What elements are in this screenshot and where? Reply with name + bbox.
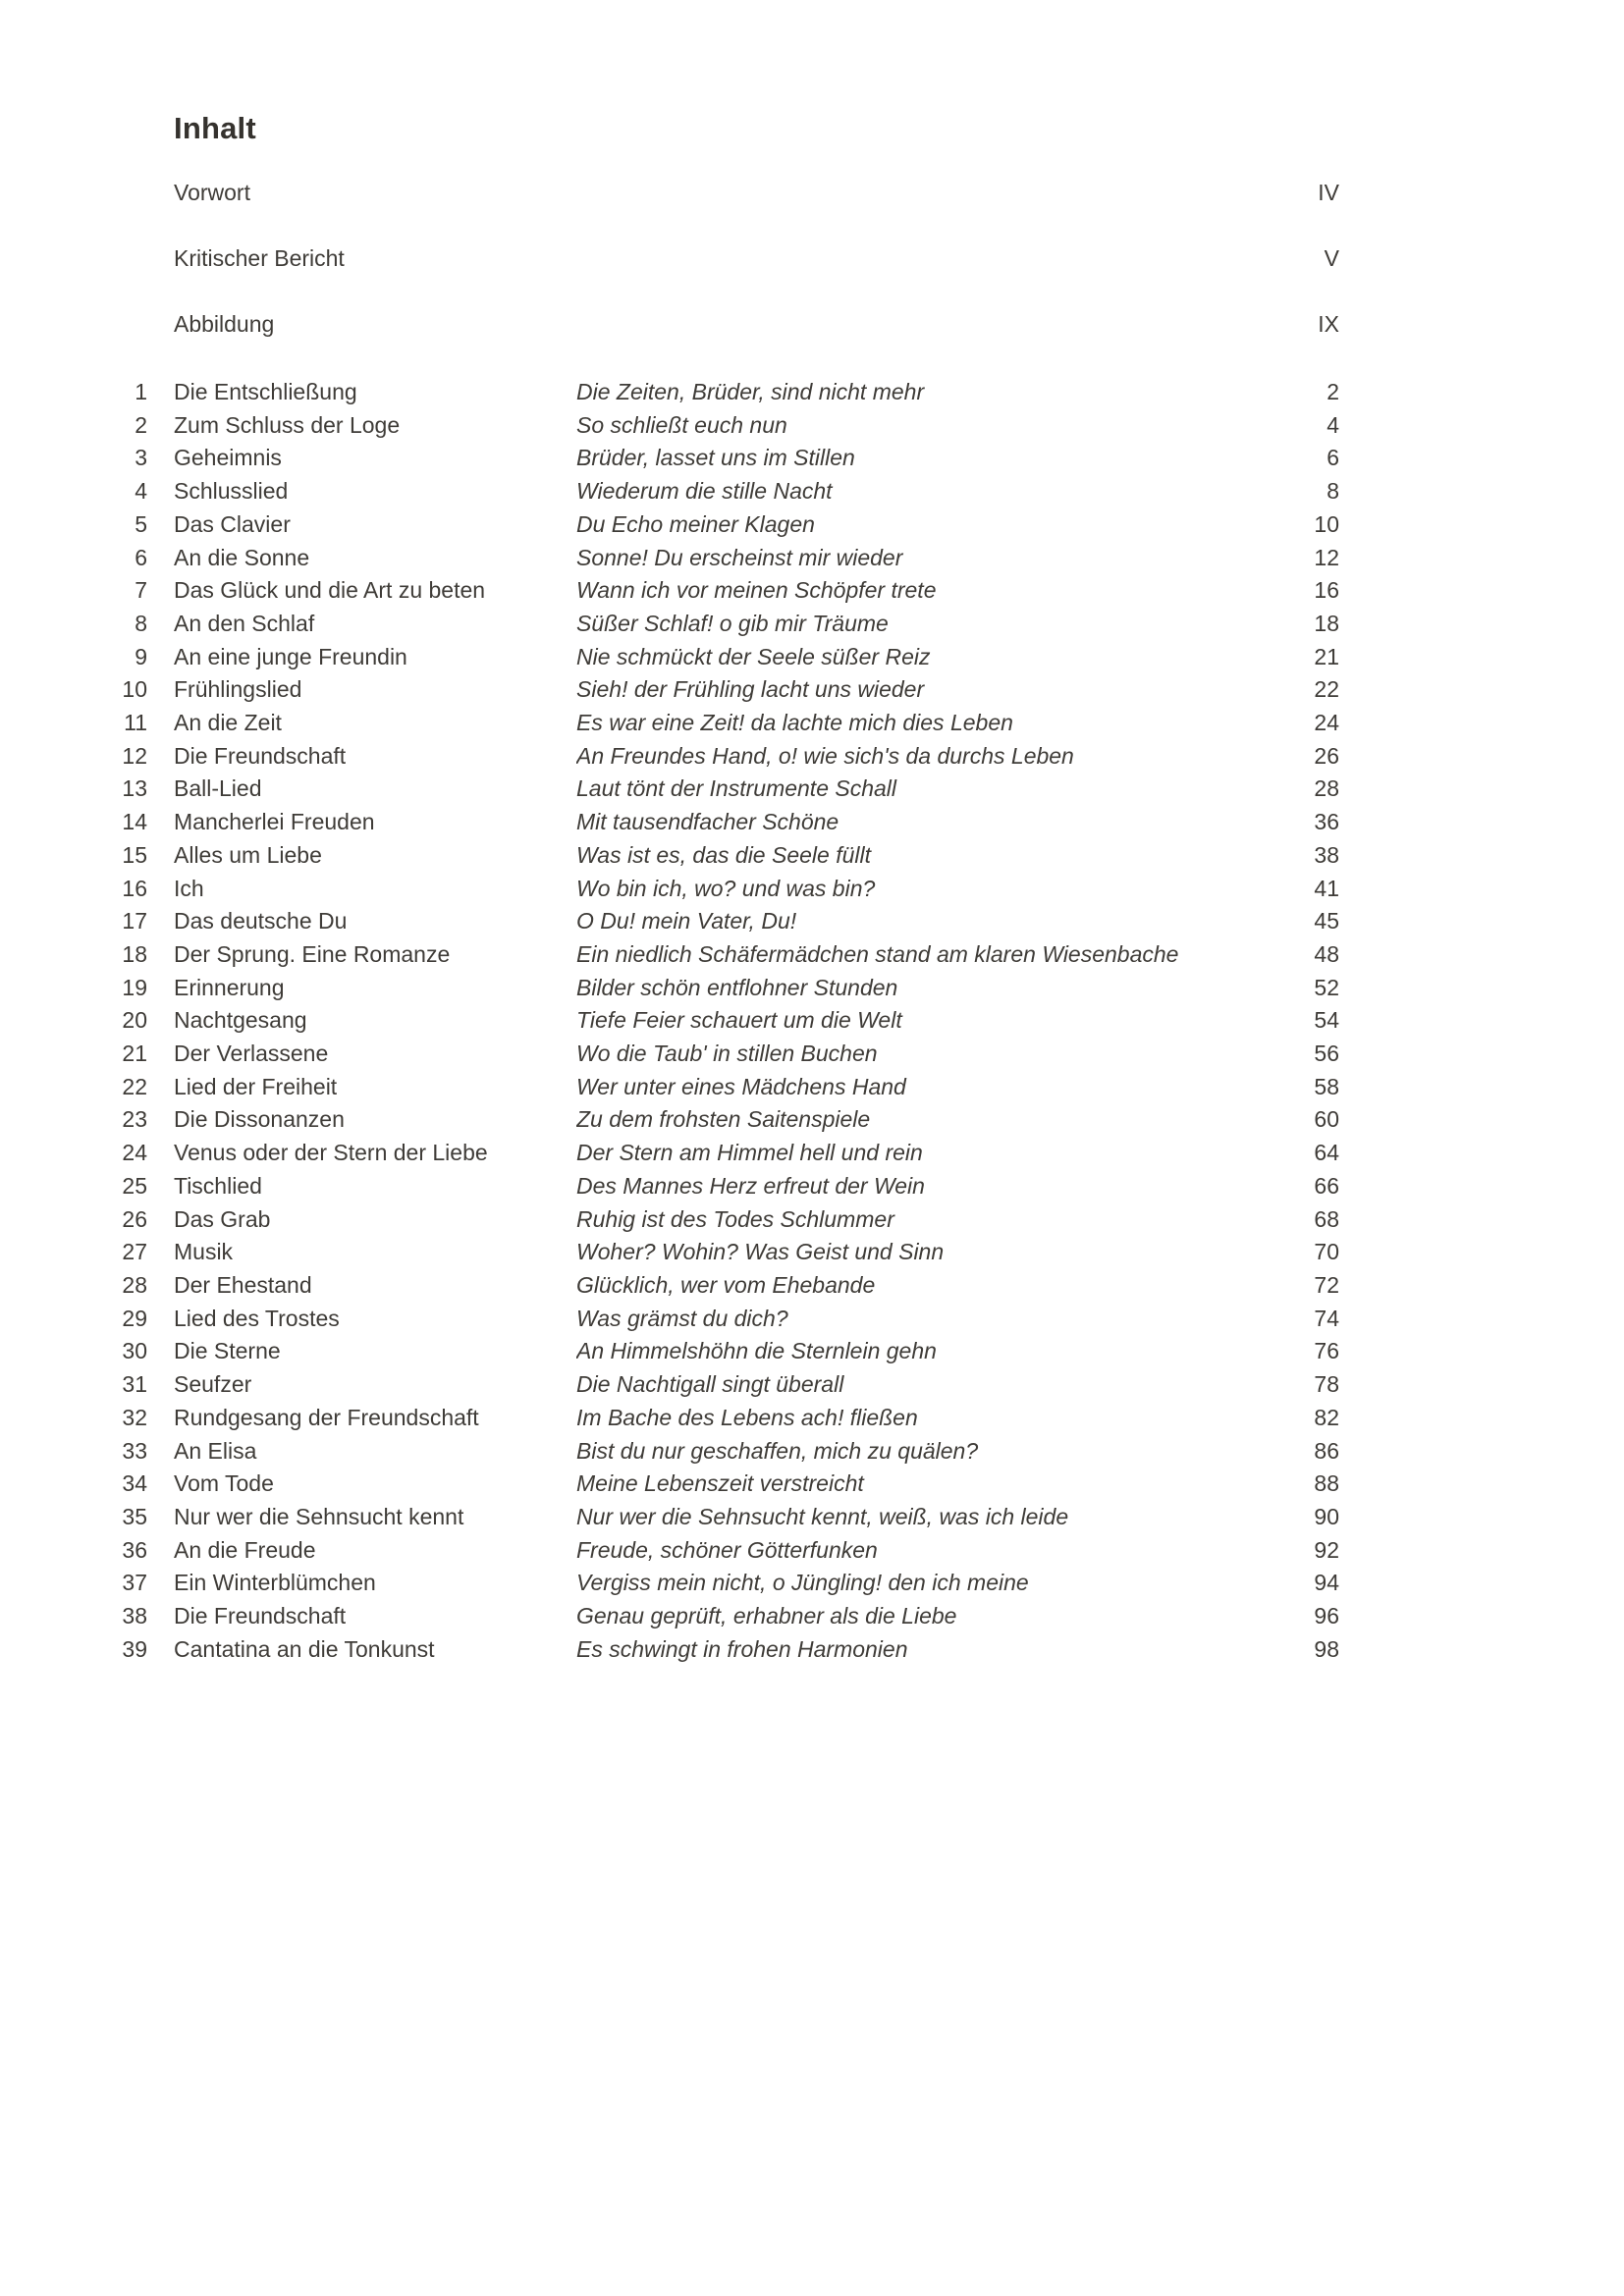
entry-number: 14 [122,809,147,835]
toc-entry-row [0,905,1339,938]
entry-page-number: 90 [1314,1503,1339,1529]
front-matter-row [174,307,1339,341]
entry-incipit: Die Nachtigall singt überall [576,1371,844,1398]
entry-page-number: 94 [1314,1570,1339,1596]
entry-incipit: Was grämst du dich? [576,1305,788,1331]
entry-incipit: Wann ich vor meinen Schöpfer trete [576,577,937,604]
entry-page-number: 24 [1314,710,1339,736]
front-matter-list [0,176,1339,341]
entry-title: An die Freude [174,1536,316,1563]
toc-entry-row [0,1269,1339,1303]
entry-incipit: Nur wer die Sehnsucht kennt, weiß, was ich leide [576,1503,1069,1529]
toc-entry-row [0,1335,1339,1368]
front-matter-page-number: IV [1318,180,1339,205]
toc-entry-row [0,1137,1339,1170]
entry-page-number: 86 [1314,1437,1339,1464]
entry-title: Der Verlassene [174,1041,329,1067]
entry-page-number: 60 [1314,1106,1339,1133]
entry-incipit: Bilder schön entflohner Stunden [576,974,898,1000]
entry-incipit: Im Bache des Lebens ach! fließen [576,1404,918,1430]
front-matter-label: Kritischer Bericht [174,245,345,271]
toc-entry-row [0,1038,1339,1071]
entry-page-number: 28 [1314,775,1339,802]
toc-entry-row [0,1203,1339,1237]
entry-page-number: 64 [1314,1140,1339,1166]
entry-number: 26 [122,1205,147,1232]
entry-page-number: 8 [1326,478,1339,505]
entry-title: Die Freundschaft [174,742,347,769]
entry-title: An eine junge Freundin [174,643,407,669]
front-matter-page-number: IX [1318,311,1339,337]
entry-page-number: 68 [1314,1205,1339,1232]
entry-page-number: 45 [1314,908,1339,934]
entry-number: 25 [122,1172,147,1199]
entry-incipit: Süßer Schlaf! o gib mir Träume [576,610,889,636]
toc-content [0,110,1339,1666]
entry-page-number: 10 [1314,510,1339,537]
entry-page-number: 96 [1314,1603,1339,1629]
entry-number: 19 [122,974,147,1000]
entry-number: 3 [135,445,147,471]
entry-incipit: So schließt euch nun [576,411,787,438]
entry-incipit: Bist du nur geschaffen, mich zu quälen? [576,1437,979,1464]
toc-entry-row [0,376,1339,409]
entry-title: Musik [174,1239,234,1265]
toc-entry-row [0,773,1339,806]
entry-title: Schlusslied [174,478,289,505]
entry-page-number: 26 [1314,742,1339,769]
entry-page-number: 6 [1326,445,1339,471]
entry-incipit: Ruhig ist des Todes Schlummer [576,1205,894,1232]
entry-title: Die Freundschaft [174,1603,347,1629]
entry-number: 10 [122,676,147,703]
toc-entry-row [0,1567,1339,1600]
entry-title: An die Sonne [174,544,310,570]
front-matter-row [174,241,1339,275]
toc-entry-row [0,1368,1339,1402]
toc-entry-row [0,1534,1339,1568]
front-matter-label: Abbildung [174,311,275,337]
entry-number: 11 [124,710,147,736]
entry-number: 30 [122,1338,147,1364]
entry-page-number: 70 [1314,1239,1339,1265]
entry-number: 39 [122,1635,147,1662]
entry-title: An die Zeit [174,710,282,736]
entry-page-number: 4 [1326,411,1339,438]
entry-title: Venus oder der Stern der Liebe [174,1140,488,1166]
toc-entry-row [0,1103,1339,1137]
entry-page-number: 76 [1314,1338,1339,1364]
entry-number: 37 [122,1570,147,1596]
toc-entry-row [0,673,1339,707]
entry-page-number: 12 [1314,544,1339,570]
entry-title: Die Sterne [174,1338,281,1364]
entry-page-number: 21 [1314,643,1339,669]
entry-title: Erinnerung [174,974,285,1000]
toc-entry-row [0,1435,1339,1468]
toc-entry-row [0,839,1339,873]
entry-page-number: 38 [1314,841,1339,868]
entry-incipit: Wo bin ich, wo? und was bin? [576,875,876,901]
entry-page-number: 52 [1314,974,1339,1000]
entry-number: 36 [122,1536,147,1563]
entry-number: 24 [122,1140,147,1166]
front-matter-label: Vorwort [174,180,250,205]
entry-incipit: Zu dem frohsten Saitenspiele [576,1106,871,1133]
entry-page-number: 72 [1314,1271,1339,1298]
entry-incipit: Wer unter eines Mädchens Hand [576,1073,906,1099]
toc-entry-row [0,806,1339,839]
front-matter-page-number: V [1324,245,1339,271]
entry-incipit: Tiefe Feier schauert um die Welt [576,1007,902,1034]
entry-incipit: Woher? Wohin? Was Geist und Sinn [576,1239,945,1265]
toc-entry-row [0,574,1339,608]
entry-number: 1 [135,379,147,404]
entry-title: Das Grab [174,1205,271,1232]
toc-entry-row [0,542,1339,575]
entry-title: Seufzer [174,1371,252,1398]
entry-page-number: 18 [1314,610,1339,636]
entry-number: 38 [122,1603,147,1629]
entry-incipit: An Himmelshöhn die Sternlein gehn [576,1338,937,1364]
entry-number: 6 [135,544,147,570]
entry-page-number: 74 [1314,1305,1339,1331]
entry-title: Cantatina an die Tonkunst [174,1635,435,1662]
page-title: Inhalt [174,111,256,145]
entry-title: Zum Schluss der Loge [174,411,401,438]
entry-incipit: Die Zeiten, Brüder, sind nicht mehr [576,379,925,404]
toc-entry-row [0,740,1339,774]
entry-page-number: 98 [1314,1635,1339,1662]
toc-entry-row [0,1501,1339,1534]
entry-number: 31 [122,1371,147,1398]
entry-number: 5 [135,510,147,537]
entry-page-number: 22 [1314,676,1339,703]
entry-title: Alles um Liebe [174,841,322,868]
entry-number: 9 [135,643,147,669]
entry-page-number: 56 [1314,1041,1339,1067]
entry-number: 28 [122,1271,147,1298]
entry-incipit: Laut tönt der Instrumente Schall [576,775,897,802]
entry-page-number: 66 [1314,1172,1339,1199]
entry-title: Lied der Freiheit [174,1073,338,1099]
entry-title: Frühlingslied [174,676,302,703]
entry-number: 18 [122,940,147,967]
entry-incipit: Freude, schöner Götterfunken [576,1536,878,1563]
entry-incipit: O Du! mein Vater, Du! [576,908,797,934]
entry-title: Die Dissonanzen [174,1106,345,1133]
entry-number: 21 [122,1041,147,1067]
entry-incipit: Was ist es, das die Seele füllt [576,841,871,868]
entry-title: Das Glück und die Art zu beten [174,577,486,604]
toc-entry-row [0,475,1339,508]
entry-number: 27 [122,1239,147,1265]
entry-number: 4 [135,478,147,505]
entry-number: 2 [135,411,147,438]
entry-title: An den Schlaf [174,610,315,636]
entry-title: Nur wer die Sehnsucht kennt [174,1503,464,1529]
entry-incipit: Es war eine Zeit! da lachte mich dies Leben [576,710,1013,736]
entry-title: Der Sprung. Eine Romanze [174,940,451,967]
entry-incipit: Wo die Taub' in stillen Buchen [576,1041,878,1067]
entry-incipit: Ein niedlich Schäfermädchen stand am klaren Wiesenbache [576,940,1179,967]
toc-entry-row [0,608,1339,641]
toc-entry-row [0,938,1339,972]
entry-number: 12 [122,742,147,769]
entry-number: 35 [122,1503,147,1529]
toc-entry-row [0,641,1339,674]
entry-title: Geheimnis [174,445,282,471]
entry-number: 23 [122,1106,147,1133]
entry-title: Das deutsche Du [174,908,348,934]
entry-incipit: Der Stern am Himmel hell und rein [576,1140,923,1166]
toc-entry-row [0,1071,1339,1104]
entry-number: 29 [122,1305,147,1331]
toc-entry-row [0,1600,1339,1633]
entry-page-number: 82 [1314,1404,1339,1430]
entry-incipit: Du Echo meiner Klagen [576,510,815,537]
entry-page-number: 36 [1314,809,1339,835]
toc-entry-row [0,1170,1339,1203]
entry-incipit: Mit tausendfacher Schöne [576,809,839,835]
entry-incipit: Brüder, lasset uns im Stillen [576,445,855,471]
entry-page-number: 2 [1326,379,1339,404]
entry-title: Der Ehestand [174,1271,312,1298]
entry-page-number: 78 [1314,1371,1339,1398]
entry-number: 13 [122,775,147,802]
entry-incipit: Genau geprüft, erhabner als die Liebe [576,1603,957,1629]
entry-title: Lied des Trostes [174,1305,340,1331]
entry-title: Das Clavier [174,510,291,537]
entry-title: Tischlied [174,1172,262,1199]
entry-title: Ich [174,875,204,901]
toc-entry-row [0,1402,1339,1435]
toc-entry-row [0,442,1339,475]
entry-number: 16 [122,875,147,901]
entry-number: 33 [122,1437,147,1464]
entry-page-number: 16 [1314,577,1339,604]
entry-number: 17 [122,908,147,934]
toc-entry-row [0,972,1339,1005]
entry-title: Vom Tode [174,1470,274,1497]
entry-page-number: 41 [1314,875,1339,901]
entry-number: 20 [122,1007,147,1034]
entry-incipit: Meine Lebenszeit verstreicht [576,1470,864,1497]
front-matter-row [174,176,1339,209]
entry-incipit: Sonne! Du erscheinst mir wieder [576,544,903,570]
entry-incipit: Nie schmückt der Seele süßer Reiz [576,643,931,669]
entry-number: 8 [135,610,147,636]
toc-entries-list [0,376,1339,1666]
toc-entry-row [0,1468,1339,1501]
toc-entry-row [0,1236,1339,1269]
entry-title: Nachtgesang [174,1007,307,1034]
entry-page-number: 58 [1314,1073,1339,1099]
entry-number: 34 [122,1470,147,1497]
entry-incipit: Wiederum die stille Nacht [576,478,833,505]
entry-page-number: 88 [1314,1470,1339,1497]
entry-incipit: Sieh! der Frühling lacht uns wieder [576,676,925,703]
entry-title: Ball-Lied [174,775,262,802]
entry-incipit: Vergiss mein nicht, o Jüngling! den ich meine [576,1570,1029,1596]
entry-title: An Elisa [174,1437,257,1464]
toc-entry-row [0,508,1339,542]
toc-entry-row [0,1004,1339,1038]
entry-incipit: An Freundes Hand, o! wie sich's da durchs Leben [576,742,1074,769]
toc-entry-row [0,1303,1339,1336]
entry-number: 7 [135,577,147,604]
entry-number: 32 [122,1404,147,1430]
toc-entry-row [0,409,1339,443]
entry-number: 15 [122,841,147,868]
entry-title: Rundgesang der Freundschaft [174,1404,479,1430]
toc-entry-row [0,707,1339,740]
entry-title: Die Entschließung [174,379,357,404]
entry-page-number: 48 [1314,940,1339,967]
toc-entry-row [0,873,1339,906]
entry-incipit: Des Mannes Herz erfreut der Wein [576,1172,925,1199]
entry-title: Mancherlei Freuden [174,809,375,835]
toc-entry-row [0,1633,1339,1667]
entry-title: Ein Winterblümchen [174,1570,376,1596]
entry-page-number: 54 [1314,1007,1339,1034]
entry-incipit: Es schwingt in frohen Harmonien [576,1635,908,1662]
entry-incipit: Glücklich, wer vom Ehebande [576,1271,876,1298]
entry-number: 22 [122,1073,147,1099]
entry-page-number: 92 [1314,1536,1339,1563]
